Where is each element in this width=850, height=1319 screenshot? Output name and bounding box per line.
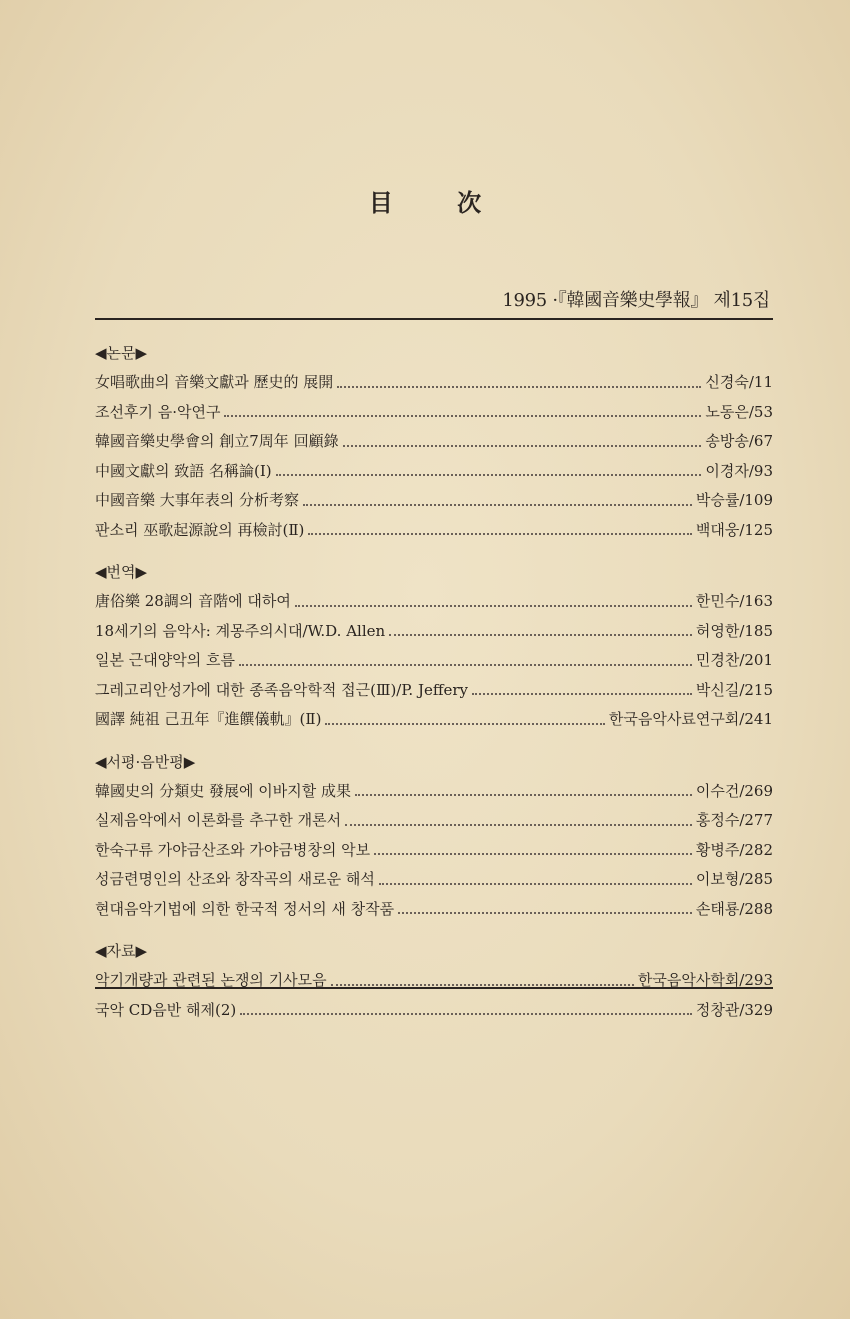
entry-author-page: 이보형/285 (695, 870, 773, 888)
entry-title: 악기개량과 관련된 논쟁의 기사모음 (95, 971, 327, 989)
toc-entry (95, 587, 773, 617)
entry-title: 국악 CD음반 해제(2) (95, 1000, 237, 1019)
entry-author-page: 홍정수/277 (695, 811, 773, 829)
section-heading: ◀자료▶ (95, 942, 148, 960)
entry-title: 현대음악기법에 의한 한국적 정서의 새 창작품 (95, 899, 395, 918)
entry-title: 일본 근대양악의 흐름 (95, 651, 235, 669)
entry-author-page: 허영한/185 (695, 621, 773, 640)
entry-author-page: 한국음악사학회/293 (637, 971, 773, 989)
entry-author-page: 이수건/269 (695, 781, 773, 800)
entry-title: 성금련명인의 산조와 창작곡의 새로운 해석 (95, 870, 375, 888)
entry-title: 中國音樂 大事年表의 分析考察 (95, 491, 300, 509)
dot-leader (224, 415, 701, 417)
entry-title: 한숙구류 가야금산조와 가야금병창의 악보 (95, 840, 371, 859)
dot-leader (276, 474, 702, 476)
entry-author-page: 신경숙/11 (705, 373, 773, 391)
entry-author-page: 노동은/53 (705, 402, 773, 421)
section-papers (95, 340, 773, 545)
dot-leader (240, 1013, 692, 1015)
entry-title: 18세기의 음악사: 계몽주의시대/W.D. Allen (95, 621, 386, 640)
toc-entry (95, 865, 773, 895)
toc-entry (95, 617, 773, 647)
section-heading: ◀논문▶ (95, 344, 148, 362)
section-materials (95, 938, 773, 1025)
toc-entry (95, 895, 773, 925)
dot-leader (345, 824, 692, 826)
dot-leader (295, 605, 692, 607)
dot-leader (303, 504, 692, 506)
toc-entry (95, 676, 773, 706)
bottom-rule (95, 987, 773, 989)
section-translations (95, 559, 773, 735)
section-heading: ◀서평·음반평▶ (95, 752, 196, 771)
entry-title: 中國文獻의 致語 名稱論(Ⅰ) (95, 461, 272, 480)
toc-entry (95, 996, 773, 1026)
dot-leader (331, 984, 634, 986)
dot-leader (374, 853, 692, 855)
entry-title: 조선후기 음·악연구 (95, 402, 221, 421)
toc-entry (95, 836, 773, 866)
entry-title: 女唱歌曲의 音樂文獻과 歷史的 展開 (95, 373, 334, 391)
entry-author-page: 한민수/163 (695, 592, 773, 610)
entry-author-page: 박승률/109 (695, 491, 773, 509)
entry-author-page: 황병주/282 (695, 840, 773, 859)
dot-leader (343, 445, 702, 447)
toc-entry (95, 646, 773, 676)
dot-leader (472, 693, 692, 695)
entry-author-page: 손태룡/288 (695, 899, 773, 918)
dot-leader (379, 883, 692, 885)
entry-author-page: 한국음악사료연구회/241 (608, 710, 773, 728)
dot-leader (308, 533, 691, 535)
dot-leader (389, 634, 692, 636)
toc-entry (95, 966, 773, 996)
toc-entry (95, 516, 773, 546)
table-of-contents (95, 340, 773, 1039)
entry-title: 韓國音樂史學會의 創立7周年 回顧錄 (95, 432, 339, 450)
entry-author-page: 박신길/215 (695, 680, 773, 699)
page-title: 目 次 (368, 188, 510, 217)
toc-entry (95, 806, 773, 836)
toc-entry (95, 777, 773, 807)
dot-leader (355, 794, 692, 796)
toc-entry (95, 398, 773, 428)
entry-title: 실제음악에서 이론화를 추구한 개론서 (95, 811, 342, 829)
entry-author-page: 백대웅/125 (695, 520, 773, 539)
dot-leader (239, 664, 692, 666)
top-rule (95, 318, 773, 320)
toc-entry (95, 486, 773, 516)
dot-leader (325, 723, 604, 725)
entry-title: 唐俗樂 28調의 音階에 대하여 (95, 592, 291, 610)
entry-title: 韓國史의 分類史 發展에 이바지할 成果 (95, 781, 352, 800)
entry-title: 판소리 巫歌起源說의 再檢討(Ⅱ) (95, 520, 305, 539)
toc-entry (95, 457, 773, 487)
toc-entry (95, 368, 773, 398)
entry-author-page: 민경찬/201 (695, 651, 773, 669)
entry-author-page: 송방송/67 (705, 432, 773, 450)
entry-author-page: 정창관/329 (695, 1000, 773, 1019)
toc-entry (95, 427, 773, 457)
entry-title: 그레고리안성가에 대한 종족음악학적 접근(Ⅲ)/P. Jeffery (95, 680, 469, 699)
entry-author-page: 이경자/93 (705, 461, 773, 480)
section-heading: ◀번역▶ (95, 563, 148, 581)
section-reviews (95, 749, 773, 925)
dot-leader (398, 912, 692, 914)
issue-info: 1995 ·『韓國音樂史學報』 제15집 (502, 290, 770, 311)
dot-leader (337, 386, 701, 388)
toc-entry (95, 705, 773, 735)
entry-title: 國譯 純祖 己丑年『進饌儀軌』(Ⅱ) (95, 710, 322, 728)
